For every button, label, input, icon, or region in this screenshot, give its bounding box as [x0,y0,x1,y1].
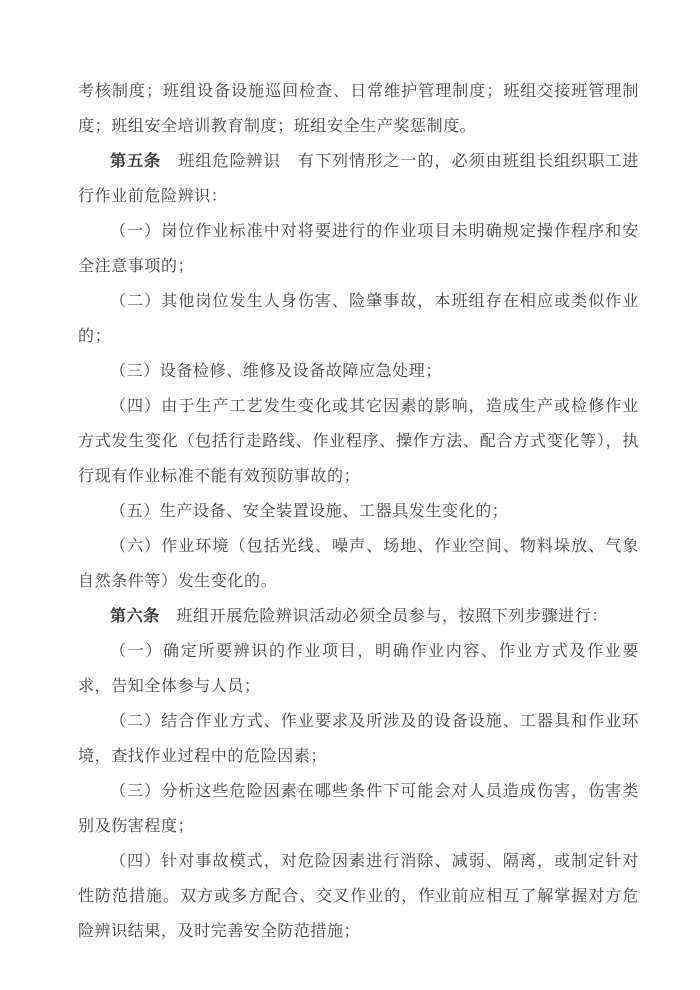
article-5-item-6: （六）作业环境（包括光线、噪声、场地、作业空间、物料垛放、气象自然条件等）发生变化的。 [78,538,639,590]
article-6-item-1: （一）确定所要辨识的作业项目，明确作业内容、作业方式及作业要求，告知全体参与人员； [78,643,639,695]
continuation-paragraph: 考核制度；班组设备设施巡回检查、日常维护管理制度；班组交接班管理制度；班组安全培训教育制度；班组安全生产奖惩制度。 [78,83,639,135]
document-body [78,74,639,949]
article-6-item-3: （三）分析这些危险因素在哪些条件下可能会对人员造成伤害，伤害类别及伤害程度； [78,783,639,835]
article-6-text: 班组开展危险辨识活动必须全员参与，按照下列步骤进行： [159,608,609,625]
article-6-item-2: （二）结合作业方式、作业要求及所涉及的设备设施、工器具和作业环境，查找作业过程中的危险因素； [78,713,639,765]
article-5-item-2: （二）其他岗位发生人身伤害、险肇事故，本班组存在相应或类似作业的； [78,293,639,345]
article-6-term: 第六条 [110,608,160,625]
article-5-item-5: （五）生产设备、安全装置设施、工器具发生变化的； [110,503,509,520]
article-5-item-4: （四）由于生产工艺发生变化或其它因素的影响，造成生产或检修作业方式发生变化（包括行走路线、作业程序、操作方法、配合方式变化等），执行现有作业标准不能有效预防事故的； [78,398,639,485]
article-5-item-3: （三）设备检修、维修及设备故障应急处理； [110,363,443,380]
article-6-paragraph [78,599,639,634]
article-6-item-4: （四）针对事故模式，对危险因素进行消除、减弱、隔离，或制定针对性防范措施。双方或多方配合、交叉作业的，作业前应相互了解掌握对方危险辨识结果，及时完善安全防范措施； [78,853,639,940]
article-5-paragraph [78,144,639,214]
article-5-text: 班组危险辨识 有下列情形之一的，必须由班组长组织职工进行作业前危险辨识： [78,153,639,205]
article-5-term: 第五条 [110,153,162,170]
article-5-item-1: （一）岗位作业标准中对将要进行的作业项目未明确规定操作程序和安全注意事项的； [78,223,639,275]
